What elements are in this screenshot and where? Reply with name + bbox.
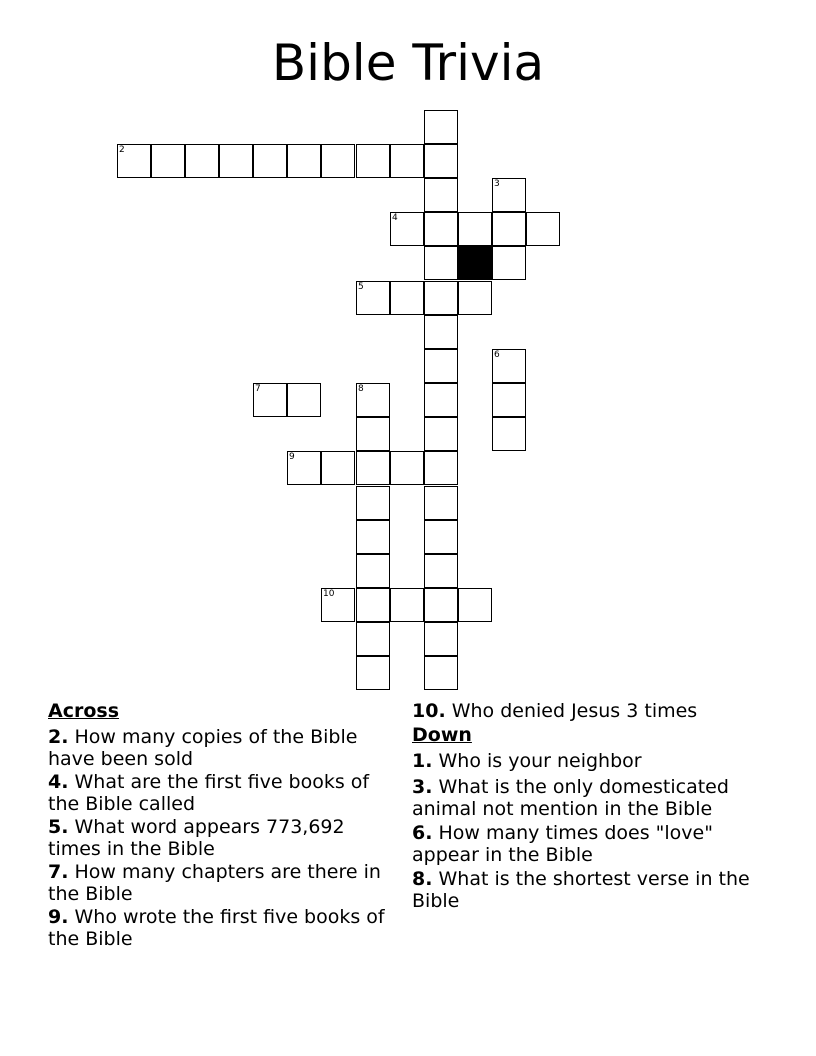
crossword-cell[interactable] (424, 144, 458, 178)
crossword-cell[interactable] (492, 349, 526, 383)
crossword-cell[interactable] (287, 144, 321, 178)
crossword-cell[interactable] (424, 417, 458, 451)
clue-number: 5 (358, 282, 364, 292)
clue-number: 8 (358, 384, 364, 394)
crossword-cell[interactable] (492, 417, 526, 451)
crossword-cell[interactable] (151, 144, 185, 178)
crossword-cell[interactable] (287, 451, 321, 485)
clue-number: 3 (494, 179, 500, 189)
crossword-cell[interactable] (390, 281, 424, 315)
clue-across-9: 9. Who wrote the first five books of the Bible (48, 906, 385, 950)
clue-across-7: 7. How many chapters are there in the Bible (48, 861, 381, 905)
crossword-cell[interactable] (356, 383, 390, 417)
crossword-cell[interactable] (390, 212, 424, 246)
crossword-cell[interactable] (424, 178, 458, 212)
crossword-cell[interactable] (287, 383, 321, 417)
crossword-cell[interactable] (117, 144, 151, 178)
clue-across-10: 10. Who denied Jesus 3 times (412, 700, 698, 722)
crossword-cell[interactable] (356, 588, 390, 622)
crossword-cell[interactable] (390, 451, 424, 485)
crossword-cell[interactable] (390, 144, 424, 178)
crossword-cell[interactable] (356, 622, 390, 656)
clue-across-5: 5. What word appears 773,692 times in the Bible (48, 816, 345, 860)
clue-down-6: 6. How many times does "love" appear in the Bible (412, 822, 713, 866)
clue-across-4: 4. What are the first five books of the Bible called (48, 771, 370, 815)
crossword-cell[interactable] (219, 144, 253, 178)
clue-number: 6 (494, 350, 500, 360)
crossword-cell[interactable] (356, 554, 390, 588)
crossword-cell[interactable] (424, 383, 458, 417)
clue-number: 10 (323, 589, 335, 599)
crossword-cell[interactable] (424, 281, 458, 315)
crossword-cell[interactable] (356, 520, 390, 554)
clue-number: 9 (289, 452, 295, 462)
clue-down-3: 3. What is the only domesticated animal not mention in the Bible (412, 776, 729, 820)
crossword-cell[interactable] (424, 588, 458, 622)
crossword-cell[interactable] (390, 588, 424, 622)
crossword-cell[interactable] (356, 656, 390, 690)
crossword-cell[interactable] (185, 144, 219, 178)
crossword-cell[interactable] (253, 144, 287, 178)
crossword-cell[interactable] (356, 451, 390, 485)
across-heading: Across (48, 700, 120, 722)
crossword-cell[interactable] (424, 656, 458, 690)
crossword-cell[interactable] (492, 178, 526, 212)
clue-number: 7 (255, 384, 261, 394)
crossword-cell[interactable] (492, 246, 526, 280)
crossword-cell[interactable] (253, 383, 287, 417)
clue-across-2: 2. How many copies of the Bible have been sold (48, 726, 358, 770)
crossword-cell[interactable] (321, 588, 355, 622)
crossword-cell[interactable] (356, 486, 390, 520)
crossword-cell[interactable] (356, 417, 390, 451)
crossword-cell[interactable] (424, 246, 458, 280)
crossword-cell[interactable] (424, 110, 458, 144)
crossword-cell[interactable] (424, 349, 458, 383)
clue-down-1: 1. Who is your neighbor (412, 750, 642, 772)
crossword-cell[interactable] (526, 212, 560, 246)
crossword-cell[interactable] (458, 588, 492, 622)
crossword-cell[interactable] (492, 212, 526, 246)
down-clues (412, 700, 772, 912)
crossword-cell[interactable] (356, 144, 390, 178)
across-clues (48, 700, 393, 951)
crossword-cell[interactable] (458, 281, 492, 315)
crossword-cell[interactable] (321, 144, 355, 178)
crossword-cell[interactable] (424, 451, 458, 485)
crossword-cell[interactable] (356, 281, 390, 315)
crossword-cell[interactable] (424, 212, 458, 246)
crossword-cell[interactable] (424, 622, 458, 656)
crossword-cell[interactable] (424, 554, 458, 588)
page-title: Bible Trivia (271, 34, 545, 92)
crossword-cell[interactable] (458, 212, 492, 246)
crossword-cell[interactable] (424, 315, 458, 349)
clue-number: 4 (392, 213, 398, 223)
clue-number: 2 (119, 145, 125, 155)
crossword-cell[interactable] (424, 486, 458, 520)
down-heading: Down (412, 724, 472, 746)
crossword-cell[interactable] (424, 520, 458, 554)
black-cell (458, 246, 492, 280)
crossword-cell[interactable] (492, 383, 526, 417)
crossword-cell[interactable] (321, 451, 355, 485)
clue-down-8: 8. What is the shortest verse in the Bible (412, 868, 750, 912)
